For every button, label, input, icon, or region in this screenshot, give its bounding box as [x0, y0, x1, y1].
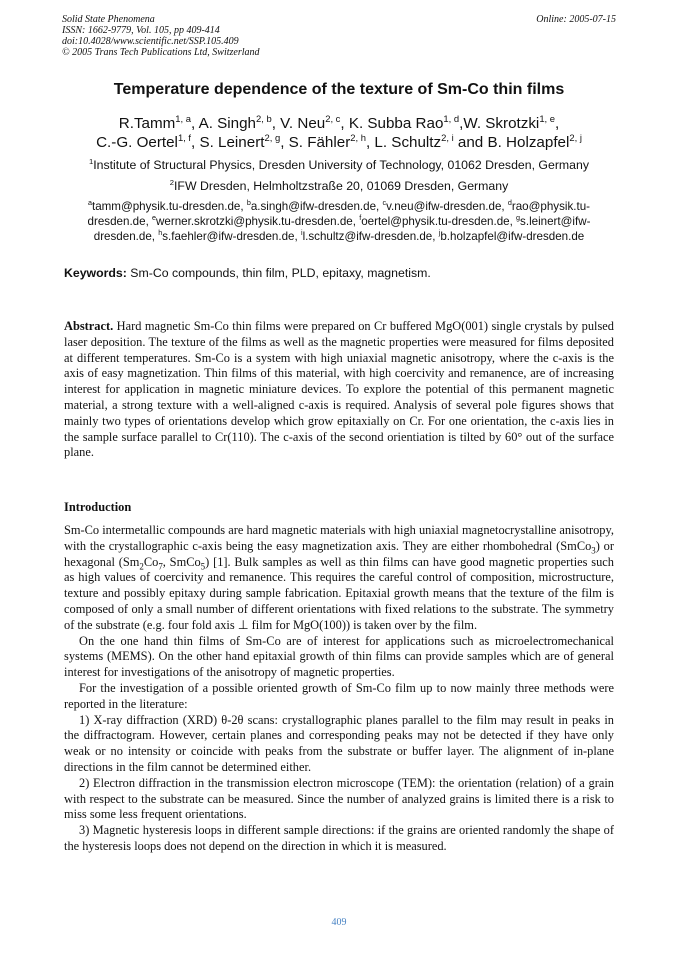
author: W. Skrotzki$^{1, e}$	[463, 112, 556, 132]
email: $^c$v.neu@ifw-dresden.de	[382, 198, 502, 213]
paragraph: For the investigation of a possible oriented growth of Sm-Co film up to now mainly three methods were reported in the literature:	[64, 680, 614, 711]
email-list: $^a$tamm@physik.tu-dresden.de, $^b$a.singh@ifw-dresden.de, $^c$v.neu@ifw-dresden.de, $^d$rao@physik.tu-dresden.de, $^e$werner.skrotzki@physik.tu-dresden.de, $^f$oertel@physik.tu-dresden.de, $^g$s.leinert@ifw-dresden.de, $^h$s.faehler@ifw-dresden.de, $^i$l.schultz@ifw-dresden.de, $^j$b.holzapfel@ifw-dresden.de	[87, 198, 591, 243]
abstract-text: Hard magnetic Sm-Co thin films were prepared on Cr buffered MgO(001) single crystals by pulsed laser deposition. The texture of the films as well as the magnetic properties were measured for films deposited at different temperatures. Sm-Co is a system with high uniaxial magnetic anisotropy, where the c-axis is the axis of easy magnetization. Thin films of this material, with high coercivity and remanence, are of increasing interest for application in magnetic miniature devices. To explore the potential of this permanent magnetic material, a strong texture with a well-aligned c-axis is required. Analysis of several pole figures shows that mainly two types of orientations develop which grow epitaxially on Cr. For one orientation, the c-axis lies in the sample surface parallel to Cr(110). The c-axis of the second orientiation is tilted by 60° out of the surface plane.	[64, 319, 614, 460]
email: $^d$rao@physik.tu-dresden.de	[87, 198, 590, 228]
author: L. Schultz$^{2, i}$	[374, 131, 454, 151]
author: R.Tamm$^{1, a}$	[118, 112, 191, 132]
affiliation-2: $^2$IFW Dresden, Helmholtzstraße 20, 01069 Dresden, Germany	[169, 177, 509, 193]
section-heading-introduction: Introduction	[64, 500, 132, 514]
online-date: Online: 2005-07-15	[536, 14, 616, 25]
paragraph: On the one hand thin films of Sm-Co are of interest for applications such as microelectromechanical systems (MEMS). On the other hand epitaxial growth of thin films can provide samples which are of general interest for investigations of the anisotropy of magnetic properties.	[64, 633, 614, 680]
journal-name: Solid State Phenomena	[62, 14, 155, 25]
author: A. Singh$^{2, b}$	[198, 112, 272, 132]
email: $^e$werner.skrotzki@physik.tu-dresden.de	[152, 213, 353, 228]
affiliation-1: $^1$Institute of Structural Physics, Dresden University of Technology, 01062 Dresden, Germany	[89, 156, 589, 172]
email: $^j$b.holzapfel@ifw-dresden.de	[438, 228, 585, 243]
introduction-body	[64, 523, 614, 855]
paragraph: 3) Magnetic hysteresis loops in different sample directions: if the grains are oriented randomly the shape of the hysteresis loops does not depend on the direction in which it is measured.	[64, 823, 614, 853]
email: $^f$oertel@physik.tu-dresden.de	[359, 213, 510, 228]
abstract-label: Abstract.	[64, 319, 114, 333]
paragraph: 1) X-ray diffraction (XRD) θ-2θ scans: crystallographic planes parallel to the film may result in peaks in the diffractogram. However, certain planes and corresponding peaks may not be detected if they have only weak or no intensity or coincide with peaks from the substrate or buffer layer. The alignment of in-plane directions in the film cannot be determined either.	[64, 712, 614, 774]
keywords-label: Keywords:	[64, 266, 127, 280]
keywords	[64, 266, 431, 280]
author: K. Subba Rao$^{1, d}$	[348, 112, 460, 132]
doi-line: doi:10.4028/www.scientific.net/SSP.105.409	[62, 36, 239, 47]
copyright-line: © 2005 Trans Tech Publications Ltd, Switzerland	[62, 47, 260, 58]
author: C.-G. Oertel$^{1, f}$	[96, 131, 192, 151]
journal-header	[62, 14, 616, 58]
author: S. Leinert$^{2, g}$	[199, 131, 281, 151]
keywords-text: Sm-Co compounds, thin film, PLD, epitaxy, magnetism.	[130, 266, 431, 280]
page-number: 409	[331, 917, 347, 928]
paragraph: 2) Electron diffraction in the transmission electron microscope (TEM): the orientation (relation) of a grain with respect to the substrate can be measured. Since the number of analyzed grains is limited there is a risk to miss some less frequent orientations.	[64, 775, 614, 822]
paper-title: Temperature dependence of the texture of Sm-Co thin films	[113, 81, 565, 98]
paragraph: Sm-Co intermetallic compounds are hard magnetic materials with high uniaxial magnetocrystalline anisotropy, with the crystallographic c-axis being the easy magnetization axis. They are either rhombohedral (SmCo$_3$) or hexagonal ($Sm_2Co_7$, SmCo$_5$) [1]. Bulk samples as well as thin films can have good magnetic properties such as high values of coercivity and remanence. This requires the careful control of composition, microstructure, texture and possibly epitaxy during sample fabrication. Epitaxial growth means that the texture of the film is composed of only a small number of different orientations with fixed relations to the substrate. The symmetry of the substrate (e.g. four fold axis ⊥ film for MgO(100)) is taken over by the film.	[64, 523, 614, 632]
email: $^i$l.schultz@ifw-dresden.de	[300, 228, 433, 243]
author: B. Holzapfel$^{2, j}$	[487, 131, 582, 151]
author-list: R.Tamm$^{1, a}$, A. Singh$^{2, b}$, V. Neu$^{2, c}$, K. Subba Rao$^{1, d}$,W. Skrotzki$^{1, e}$, C.-G. Oertel$^{1, f}$, S. Leinert$^{2, g}$, S. Fähler$^{2, h}$, L. Schultz$^{2, i}$ and B. Holzapfel$^{2, j}$	[96, 112, 582, 151]
abstract	[64, 319, 614, 461]
author: S. Fähler$^{2, h}$	[288, 131, 366, 151]
email: $^g$s.leinert@ifw-dresden.de	[93, 213, 591, 243]
email: $^a$tamm@physik.tu-dresden.de	[87, 198, 241, 213]
author: V. Neu$^{2, c}$	[280, 112, 341, 132]
issn-line: ISSN: 1662-9779, Vol. 105, pp 409-414	[62, 25, 220, 36]
email: $^b$a.singh@ifw-dresden.de	[246, 198, 377, 213]
email: $^h$s.faehler@ifw-dresden.de	[158, 228, 295, 243]
